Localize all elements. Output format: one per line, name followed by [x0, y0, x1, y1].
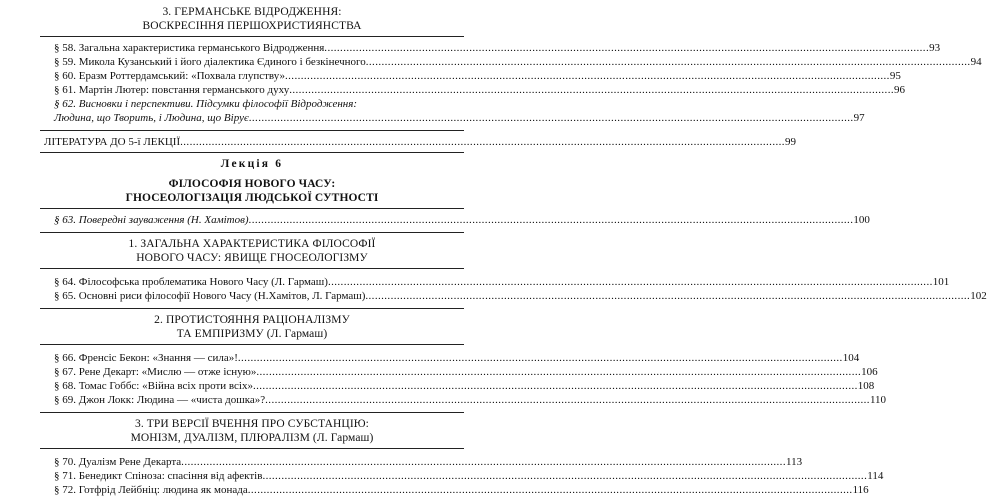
toc-entry[interactable]: [54, 456, 803, 468]
entry-title: § 62. Висновки і перспективи. Підсумки філософії Відродження:: [54, 98, 358, 110]
divider: [40, 268, 464, 269]
divider: [40, 232, 464, 233]
leader-dots: [256, 366, 861, 378]
section-subheading-germanic: ВОСКРЕСІННЯ ПЕРШОХРИСТИЯНСТВА: [142, 20, 362, 32]
toc-entry[interactable]: [54, 290, 987, 302]
leader-dots: [265, 394, 870, 406]
page-number: 96: [894, 84, 906, 96]
divider: [40, 448, 464, 449]
chapter-subheading: ГНОСЕОЛОГІЗАЦІЯ ЛЮДСЬКОЇ СУТНОСТІ: [125, 192, 379, 204]
entry-title: § 61. Мартін Лютер: повстання германського духу: [54, 84, 290, 96]
entry-title: § 59. Микола Кузанський і його діалектика Єдиного і безкінечного: [54, 56, 366, 68]
leader-dots: [249, 112, 854, 124]
page-number: 108: [857, 380, 875, 392]
toc-entry[interactable]: [54, 56, 982, 68]
toc-entry[interactable]: [54, 276, 950, 288]
leader-dots: [262, 470, 867, 482]
entry-title: § 65. Основні риси філософії Нового Часу (Н.Хамітов, Л. Гармаш): [54, 290, 366, 302]
toc-entry[interactable]: [54, 42, 941, 54]
toc-entry[interactable]: [54, 352, 860, 364]
page-number: 94: [970, 56, 982, 68]
toc-entry[interactable]: [54, 380, 875, 392]
divider: [40, 36, 464, 37]
page-number: 100: [853, 214, 870, 226]
divider: [40, 152, 464, 153]
toc-entry-literature[interactable]: [44, 136, 796, 148]
entry-title: § 68. Томас Гоббс: «Війна всіх проти всіх»: [54, 380, 253, 392]
entry-title: § 66. Френсіс Бекон: «Знання — сила»!: [54, 352, 238, 364]
entry-title: § 60. Еразм Роттердамський: «Похвала глупству»: [54, 70, 285, 82]
section-heading-general: 1. ЗАГАЛЬНА ХАРАКТЕРИСТИКА ФІЛОСОФІЇ: [128, 238, 376, 250]
entry-title-continued: Людина, що Творить, і Людина, що Вірує: [54, 112, 249, 124]
section-heading-germanic: 3. ГЕРМАНСЬКЕ ВІДРОДЖЕННЯ:: [162, 6, 342, 18]
leader-dots: [181, 456, 786, 468]
entry-title: § 63. Повередні зауваження (Н. Хамітов): [54, 214, 249, 226]
leader-dots: [365, 290, 970, 302]
leader-dots: [324, 42, 929, 54]
divider: [40, 412, 464, 413]
entry-title: § 70. Дуалізм Рене Декарта: [54, 456, 182, 468]
chapter-heading: ФІЛОСОФІЯ НОВОГО ЧАСУ:: [168, 178, 336, 190]
divider: [40, 308, 464, 309]
page-number: 101: [932, 276, 950, 288]
toc-entry[interactable]: [54, 484, 869, 496]
toc-entry-continuation[interactable]: [54, 112, 865, 124]
entry-title: § 71. Бенедикт Спіноза: спасіння від афектів: [54, 470, 263, 482]
page-number: 116: [852, 484, 869, 496]
section-heading-rationalism: 2. ПРОТИСТОЯННЯ РАЦІОНАЛІЗМУ: [154, 314, 350, 326]
toc-entry[interactable]: [54, 470, 884, 482]
divider: [40, 344, 464, 345]
toc-entry[interactable]: [54, 214, 870, 226]
toc-entry[interactable]: [54, 98, 466, 110]
leader-dots: [253, 380, 858, 392]
leader-dots: [180, 136, 785, 148]
section-subheading-rationalism: ТА ЕМПІРИЗМУ (Л. Гармаш): [176, 328, 328, 340]
leader-dots: [289, 84, 894, 96]
page-number: 110: [869, 394, 887, 406]
entry-title: ЛІТЕРАТУРА ДО 5-ї ЛЕКЦІЇ: [44, 136, 181, 148]
page-number: 93: [929, 42, 941, 54]
entry-title: § 69. Джон Локк: Людина — «чиста дошка»?: [54, 394, 266, 406]
toc-entry[interactable]: [54, 394, 887, 406]
page-number: 106: [861, 366, 878, 378]
leader-dots: [248, 484, 853, 496]
page-number: 104: [842, 352, 860, 364]
entry-title: § 64. Філософська проблематика Нового Часу (Л. Гармаш): [54, 276, 328, 288]
leader-dots: [285, 70, 890, 82]
page-number: 95: [889, 70, 901, 82]
leader-dots: [238, 352, 843, 364]
entry-title: § 58. Загальна характеристика германського Відродження: [54, 42, 325, 54]
page-number: 114: [867, 470, 884, 482]
divider: [40, 130, 464, 131]
divider: [40, 208, 464, 209]
page-number: 99: [784, 136, 796, 148]
page-number: 102: [970, 290, 987, 302]
section-subheading-substance: МОНІЗМ, ДУАЛІЗМ, ПЛЮРАЛІЗМ (Л. Гармаш): [130, 432, 374, 444]
section-subheading-general: НОВОГО ЧАСУ: ЯВИЩЕ ГНОСЕОЛОГІЗМУ: [136, 252, 368, 264]
leader-dots: [328, 276, 933, 288]
entry-title: § 67. Рене Декарт: «Мислю — отже існую»: [54, 366, 257, 378]
toc-entry[interactable]: [54, 366, 878, 378]
section-heading-substance: 3. ТРИ ВЕРСІЇ ВЧЕННЯ ПРО СУБСТАНЦІЮ:: [135, 418, 369, 430]
leader-dots: [249, 214, 854, 226]
lecture-heading: Лекція 6: [220, 158, 284, 170]
leader-dots: [366, 56, 971, 68]
toc-entry[interactable]: [54, 70, 901, 82]
page-number: 113: [785, 456, 803, 468]
toc-entry[interactable]: [54, 84, 906, 96]
entry-title: § 72. Готфрід Лейбніц: людина як монада: [54, 484, 248, 496]
page-number: 97: [853, 112, 865, 124]
